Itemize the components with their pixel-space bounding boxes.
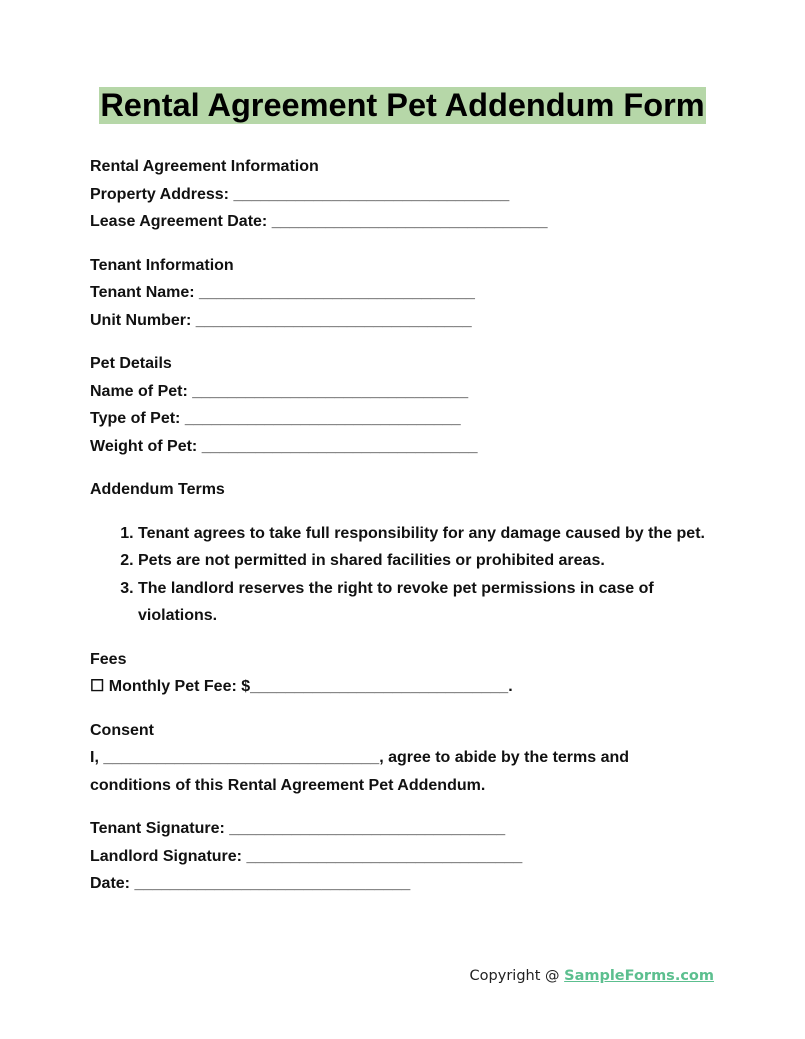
section-heading: Tenant Information [90, 256, 234, 274]
section-heading: Consent [90, 721, 154, 739]
tenant-name-field: Tenant Name: _______________________________ [90, 284, 475, 301]
sampleforms-link[interactable]: SampleForms.com [564, 968, 714, 984]
list-item: 1. Tenant agrees to take full responsibility for any damage caused by the pet. [138, 520, 720, 548]
pet-details-section [90, 350, 720, 460]
footer [470, 968, 714, 984]
list-item: 2. Pets are not permitted in shared facilities or prohibited areas. [138, 547, 720, 575]
pet-type-field: Type of Pet: _______________________________ [90, 410, 461, 427]
rental-info-section [90, 153, 720, 236]
lease-date-field: Lease Agreement Date: _______________________________ [90, 213, 548, 230]
unit-number-field: Unit Number: _______________________________ [90, 311, 472, 329]
page-title: Rental Agreement Pet Addendum Form [100, 87, 705, 123]
monthly-fee-field: ☐ Monthly Pet Fee: $_____________________________. [90, 678, 513, 695]
section-heading: Fees [90, 650, 127, 668]
terms-list [90, 520, 720, 630]
tenant-signature-field: Tenant Signature: _______________________________ [90, 820, 506, 837]
terms-section [90, 476, 720, 630]
property-address-field: Property Address: _______________________________ [90, 185, 510, 203]
section-heading: Rental Agreement Information [90, 158, 319, 175]
tenant-info-section [90, 252, 720, 335]
date-field: Date: _______________________________ [90, 875, 411, 892]
pet-name-field: Name of Pet: _______________________________ [90, 382, 469, 400]
consent-text: I, _______________________________, agree to abide by the terms and conditions of this Rental Agreement Pet Addendum. [90, 749, 630, 794]
copyright-text: Copyright @ [469, 968, 565, 984]
consent-section [90, 717, 720, 800]
landlord-signature-field: Landlord Signature: _______________________________ [90, 847, 523, 865]
section-heading: Pet Details [90, 355, 172, 372]
signatures-section [90, 815, 720, 898]
fees-section [90, 646, 720, 701]
pet-weight-field: Weight of Pet: _______________________________ [90, 437, 478, 455]
list-item: 3. The landlord reserves the right to revoke pet permissions in case of violations. [138, 575, 720, 630]
section-heading: Addendum Terms [90, 481, 225, 498]
form-content [90, 153, 720, 914]
